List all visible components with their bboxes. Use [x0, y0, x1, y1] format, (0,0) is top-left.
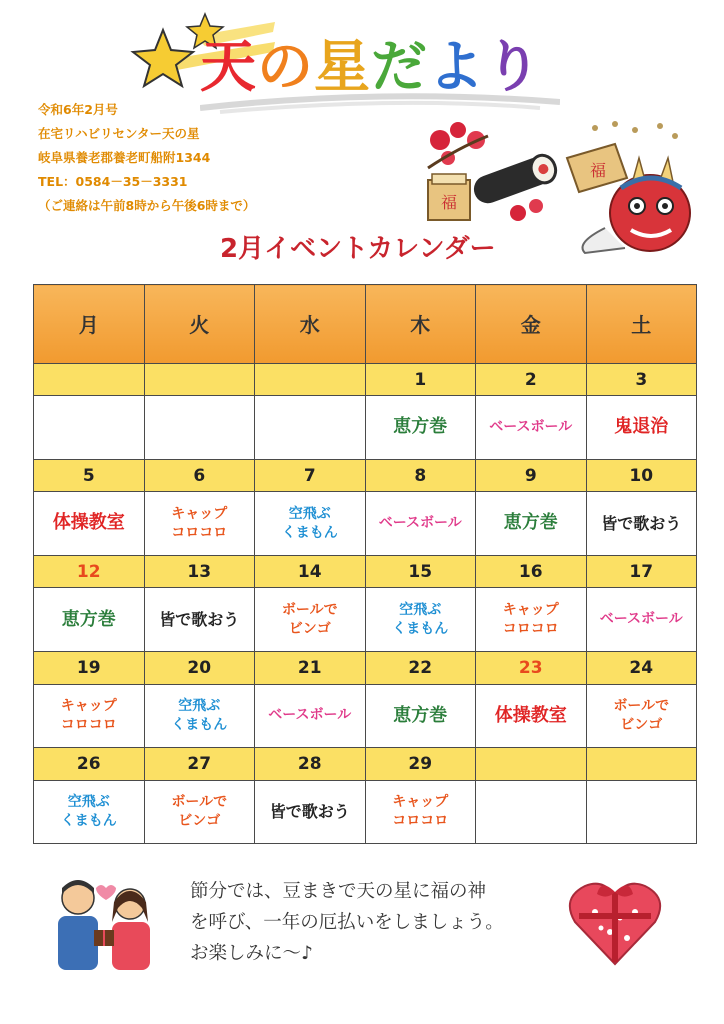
title-char: 天	[200, 35, 257, 100]
event-label: コロコロ	[60, 716, 117, 733]
event-label: 空飛ぶ	[67, 793, 110, 810]
event-label: 恵方巻	[393, 416, 448, 438]
event-cell	[34, 492, 145, 555]
event-label: ボールで	[613, 697, 670, 714]
date-cell: 26	[34, 747, 145, 780]
contact-hours: （ご連絡は午前8時から午後6時まで）	[38, 198, 256, 213]
date-cell	[586, 747, 697, 780]
event-label: くまもん	[281, 524, 338, 541]
event-cell	[34, 396, 145, 459]
event-label: コロコロ	[392, 812, 449, 829]
footer-message-line: お楽しみに～♪	[190, 943, 313, 964]
date-row	[34, 555, 697, 588]
date-cell: 23	[476, 651, 587, 684]
date-cell	[34, 363, 145, 396]
title-char: 星	[314, 35, 371, 100]
event-label: くまもん	[392, 620, 449, 637]
event-label: キャップ	[502, 601, 559, 618]
contact-info	[38, 98, 298, 218]
date-cell: 16	[476, 555, 587, 588]
event-cell	[586, 492, 697, 555]
event-label: ボールで	[281, 601, 338, 618]
fuku-label: 福	[440, 193, 458, 212]
weekday-header: 土	[586, 285, 697, 364]
date-cell: 10	[586, 459, 697, 492]
event-cell	[144, 684, 255, 747]
event-row	[34, 492, 697, 555]
weekday-header: 金	[476, 285, 587, 364]
date-cell: 5	[34, 459, 145, 492]
event-label: コロコロ	[171, 524, 228, 541]
date-row	[34, 363, 697, 396]
heart-icon	[96, 885, 116, 900]
date-cell: 12	[34, 555, 145, 588]
event-cell	[476, 396, 587, 459]
event-label: コロコロ	[502, 620, 559, 637]
oni-mask-illustration	[565, 118, 695, 258]
weekday-header: 火	[144, 285, 255, 364]
event-cell	[476, 492, 587, 555]
event-cell	[144, 492, 255, 555]
event-row	[34, 684, 697, 747]
event-cell	[365, 492, 476, 555]
date-cell: 1	[365, 363, 476, 396]
date-cell: 13	[144, 555, 255, 588]
date-cell: 6	[144, 459, 255, 492]
event-cell	[144, 396, 255, 459]
issue-date: 令和6年2月号	[38, 102, 118, 117]
event-cell	[476, 588, 587, 651]
event-cell	[255, 492, 366, 555]
event-label: 恵方巻	[393, 704, 448, 726]
event-label: キャップ	[171, 505, 228, 522]
event-cell	[255, 780, 366, 843]
event-label: ベースボール	[489, 419, 573, 436]
event-label: 空飛ぶ	[288, 505, 331, 522]
fuku-label: 福	[589, 161, 607, 180]
title-char: よ	[428, 35, 485, 100]
event-cell	[586, 780, 697, 843]
event-cell	[34, 684, 145, 747]
date-cell	[144, 363, 255, 396]
weekday-header-row	[34, 285, 697, 364]
event-cell	[365, 588, 476, 651]
ehomaki-illustration	[418, 118, 558, 228]
date-row	[34, 747, 697, 780]
title-char: だ	[371, 35, 428, 100]
date-row	[34, 651, 697, 684]
event-calendar	[33, 284, 697, 844]
event-cell	[144, 588, 255, 651]
event-row	[34, 780, 697, 843]
event-label: 皆で歌おう	[601, 513, 682, 533]
couple-gift-illustration	[50, 872, 160, 972]
event-label: キャップ	[392, 793, 449, 810]
date-cell: 8	[365, 459, 476, 492]
event-label: 皆で歌おう	[159, 609, 240, 629]
event-label: 体操教室	[494, 704, 567, 726]
title-char: の	[257, 35, 314, 100]
date-cell: 22	[365, 651, 476, 684]
event-label: ベースボール	[268, 707, 352, 724]
event-label: 空飛ぶ	[399, 601, 442, 618]
footer-message-line: 節分では、豆まきで天の星に福の神	[190, 881, 487, 902]
date-cell: 27	[144, 747, 255, 780]
event-cell	[255, 588, 366, 651]
event-row	[34, 396, 697, 459]
weekday-header: 木	[365, 285, 476, 364]
event-calendar-title: 2月イベントカレンダー	[220, 234, 496, 264]
footer-message	[190, 876, 570, 969]
date-cell: 29	[365, 747, 476, 780]
event-label: ビンゴ	[178, 812, 221, 829]
event-cell	[476, 684, 587, 747]
date-cell: 2	[476, 363, 587, 396]
date-cell: 3	[586, 363, 697, 396]
date-cell: 24	[586, 651, 697, 684]
event-label: 恵方巻	[61, 608, 116, 630]
event-label: 恵方巻	[503, 512, 558, 534]
event-cell	[365, 780, 476, 843]
event-label: 鬼退治	[614, 416, 669, 438]
date-row	[34, 459, 697, 492]
date-cell: 15	[365, 555, 476, 588]
event-label: ビンゴ	[288, 620, 331, 637]
event-label: 体操教室	[52, 512, 125, 534]
event-row	[34, 588, 697, 651]
event-label: ビンゴ	[620, 716, 663, 733]
event-label: くまもん	[60, 812, 117, 829]
event-cell	[255, 684, 366, 747]
event-label: ボールで	[171, 793, 228, 810]
event-cell	[586, 396, 697, 459]
event-label: 空飛ぶ	[178, 697, 221, 714]
event-cell	[586, 684, 697, 747]
date-cell: 14	[255, 555, 366, 588]
date-cell: 17	[586, 555, 697, 588]
event-cell	[255, 396, 366, 459]
weekday-header: 水	[255, 285, 366, 364]
weekday-header: 月	[34, 285, 145, 364]
event-label: くまもん	[171, 716, 228, 733]
event-cell	[365, 396, 476, 459]
event-cell	[365, 684, 476, 747]
footer-message-line: を呼び、一年の厄払いをしましょう。	[190, 912, 504, 933]
date-cell	[255, 363, 366, 396]
event-cell	[144, 780, 255, 843]
star-icon	[133, 30, 193, 86]
date-cell: 7	[255, 459, 366, 492]
event-cell	[34, 780, 145, 843]
event-label: ベースボール	[599, 611, 683, 628]
event-cell	[586, 588, 697, 651]
event-label: ベースボール	[378, 515, 462, 532]
date-cell: 28	[255, 747, 366, 780]
address: 岐阜県養老郡養老町船附1344	[38, 150, 211, 165]
date-cell	[476, 747, 587, 780]
date-cell: 9	[476, 459, 587, 492]
date-cell: 21	[255, 651, 366, 684]
event-cell	[34, 588, 145, 651]
title-char: り	[485, 35, 542, 100]
event-cell	[476, 780, 587, 843]
date-cell: 20	[144, 651, 255, 684]
heart-gift-box-illustration	[565, 872, 665, 972]
event-label: キャップ	[60, 697, 117, 714]
event-label: 皆で歌おう	[269, 801, 350, 821]
center-name: 在宅リハビリセンター天の星	[38, 126, 200, 141]
date-cell: 19	[34, 651, 145, 684]
phone-number: TEL：0584－35－3331	[38, 174, 188, 189]
